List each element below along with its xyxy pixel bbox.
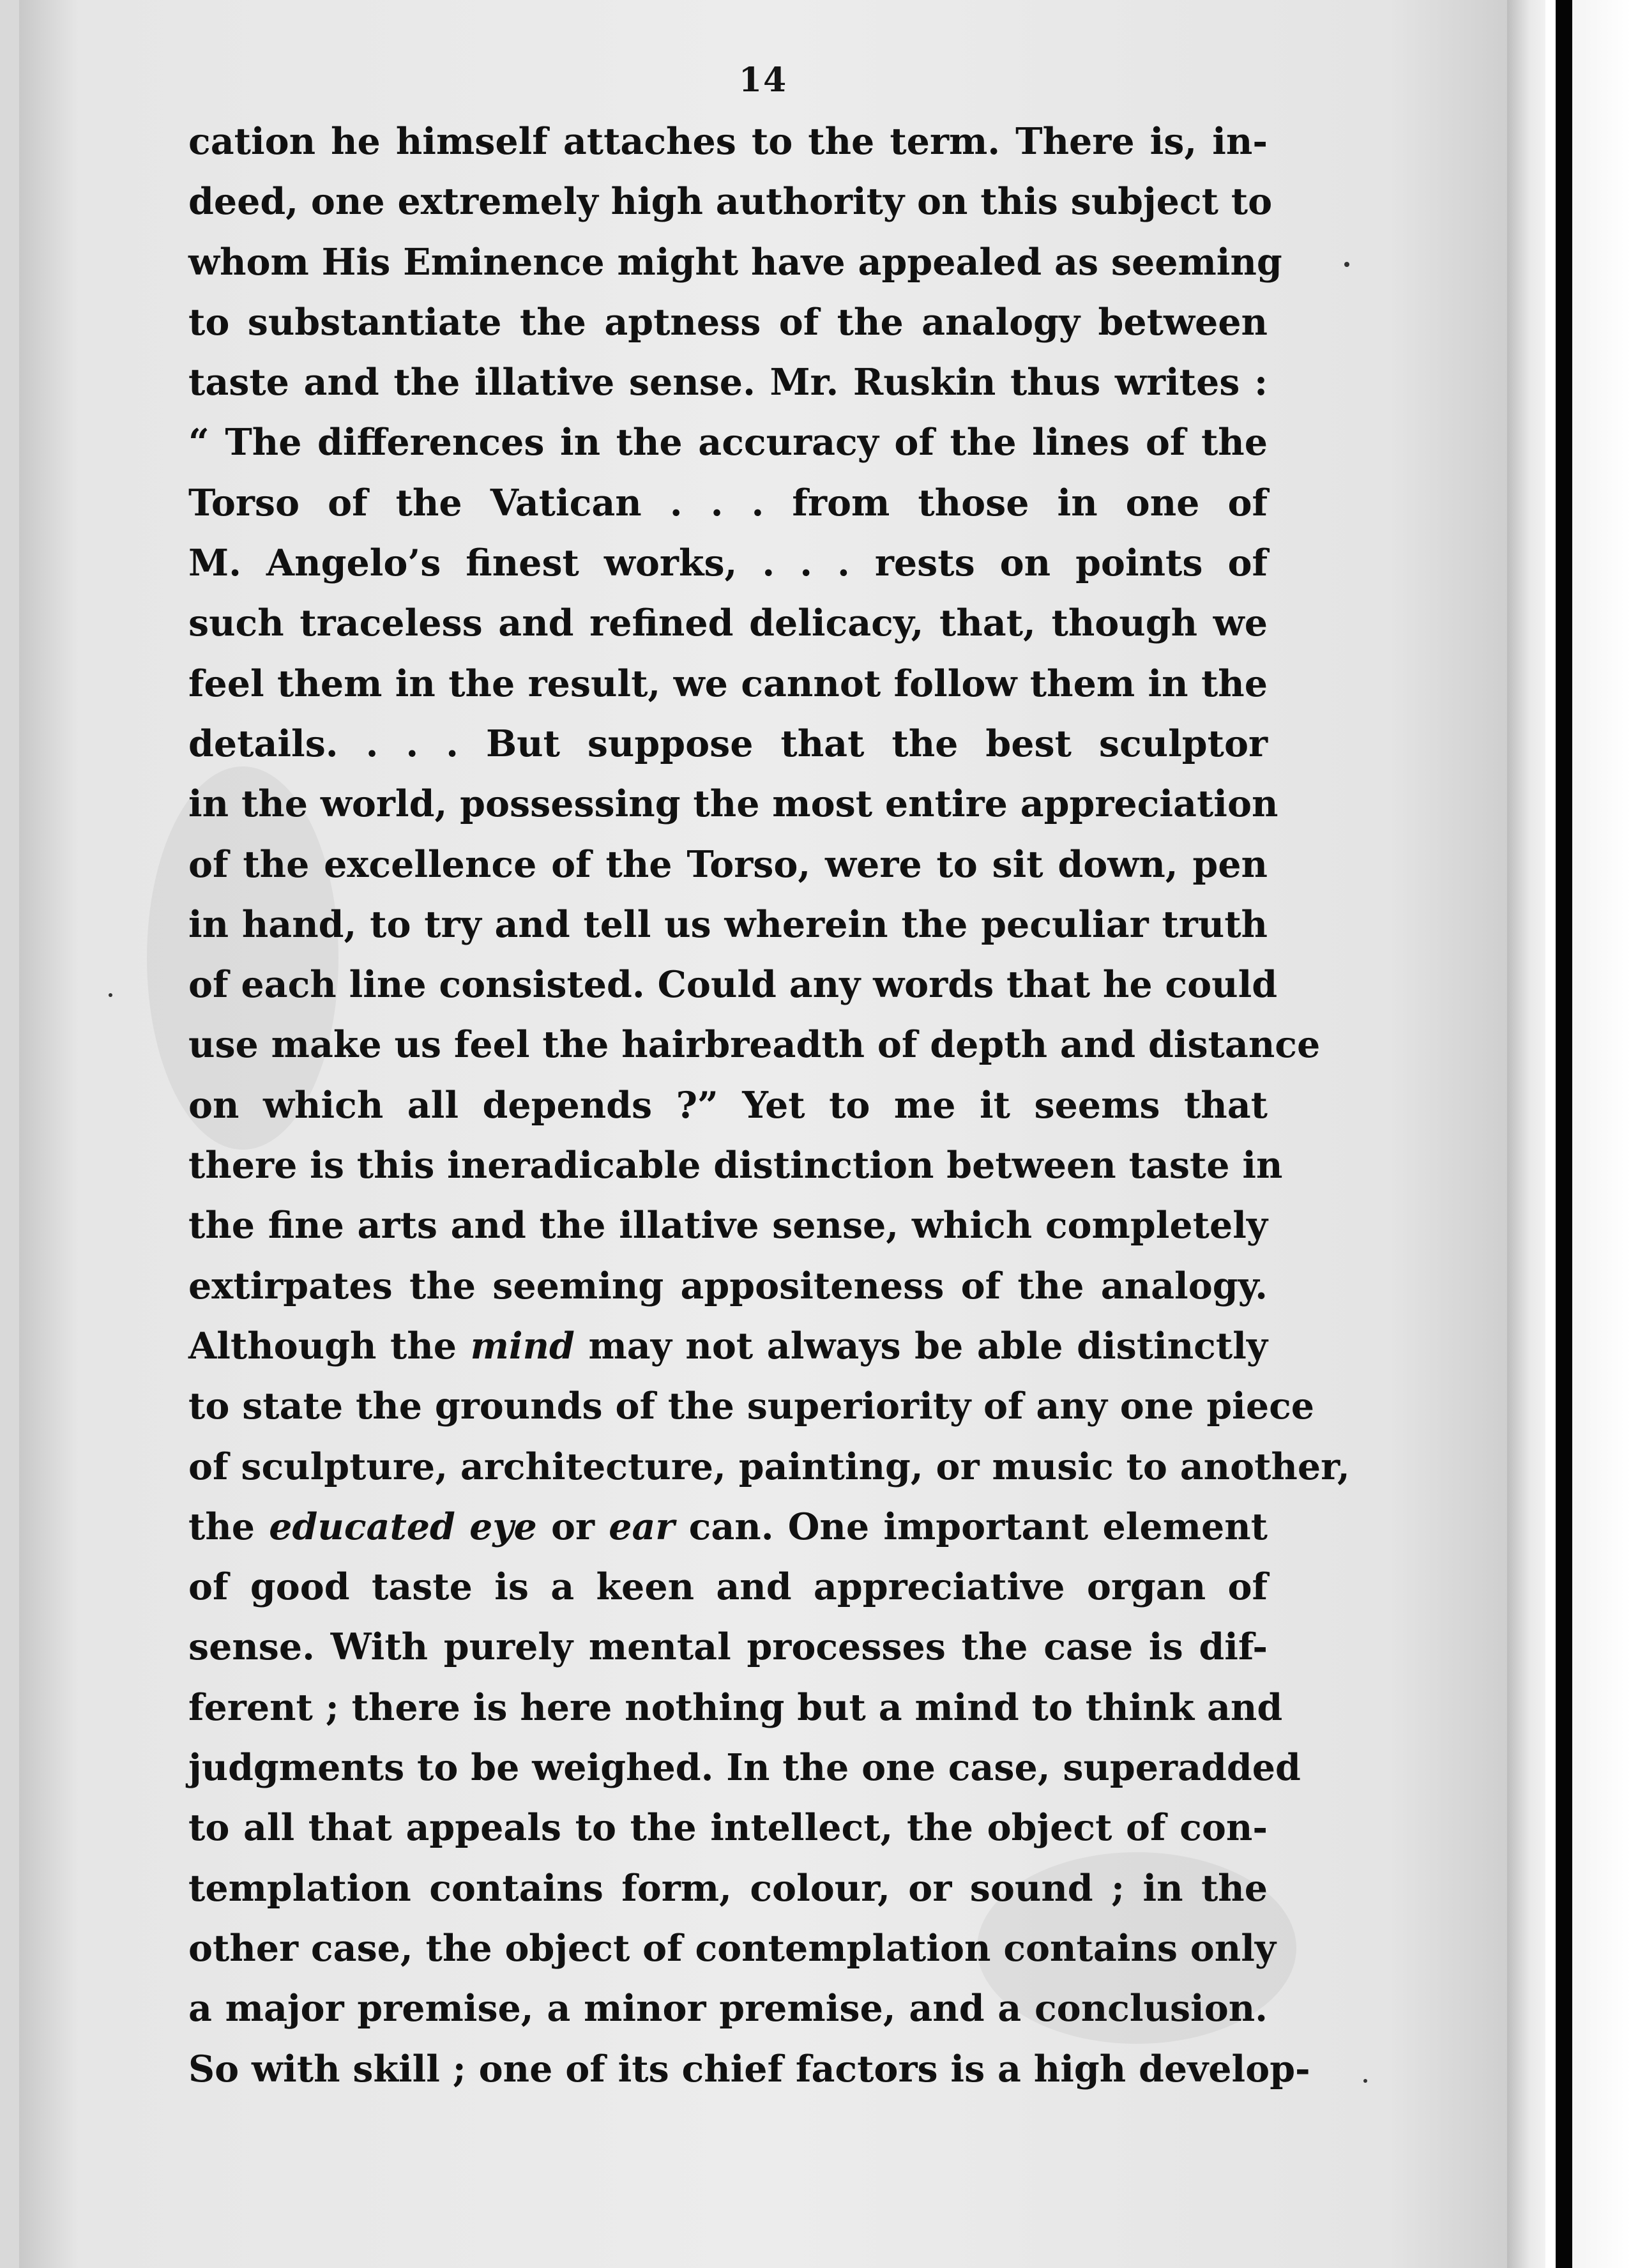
text-line-2: deed, one extremely high authority on this subject to — [188, 180, 1273, 224]
text-line-23: of sculpture, architecture, painting, or music to another, — [188, 1445, 1350, 1488]
text-segment: can. One important element — [674, 1505, 1268, 1548]
text-line-33: So with skill ; one of its chief factors is a high develop- — [188, 2047, 1310, 2090]
page-gutter — [1507, 0, 1545, 2268]
ink-speck — [109, 993, 112, 997]
text-line-24 — [188, 1497, 1268, 1557]
italic-phrase: educated eye — [269, 1505, 537, 1548]
text-line-5: taste and the illative sense. Mr. Ruskin thus writes : — [188, 361, 1268, 404]
text-line-20: extirpates the seeming appositeness of the analogy. — [188, 1264, 1268, 1307]
text-segment: may not always be able distinctly — [574, 1324, 1268, 1367]
text-line-9: such traceless and refined delicacy, that, though we — [188, 602, 1268, 645]
text-line-18: there is this ineradicable distinction between taste in — [188, 1144, 1283, 1187]
text-line-29: to all that appeals to the intellect, the object of con- — [188, 1806, 1268, 1850]
text-segment: Although the — [188, 1324, 471, 1367]
text-line-28: judgments to be weighed. In the one case, superadded — [188, 1746, 1301, 1790]
scan-border-right — [1572, 0, 1631, 2268]
text-line-15: of each line consisted. Could any words that he could — [188, 963, 1278, 1007]
italic-word: ear — [609, 1505, 675, 1548]
body-text — [188, 112, 1350, 2099]
text-line-8: M. Angelo’s finest works, . . . rests on points of — [188, 542, 1268, 585]
binding-line — [1556, 0, 1572, 2268]
ink-speck — [1363, 2079, 1367, 2083]
text-line-17: on which all depends ?” Yet to me it seems that — [188, 1083, 1268, 1127]
text-line-7: Torso of the Vatican . . . from those in one of — [188, 481, 1268, 524]
text-line-32: a major premise, a minor premise, and a conclusion. — [188, 1987, 1268, 2030]
paper-sheet — [19, 0, 1507, 2268]
text-line-13: of the excellence of the Torso, were to sit down, pen — [188, 842, 1268, 886]
text-line-12: in the world, possessing the most entire appreciation — [188, 782, 1278, 826]
text-segment: or — [536, 1505, 609, 1548]
page-number: 14 — [738, 61, 788, 100]
text-line-19: the fine arts and the illative sense, which completely — [188, 1204, 1268, 1247]
text-line-21 — [188, 1316, 1268, 1376]
text-line-1: cation he himself attaches to the term. There is, in- — [188, 120, 1268, 163]
text-line-25: of good taste is a keen and appreciative organ of — [188, 1565, 1268, 1609]
text-line-6: “ The differences in the accuracy of the lines of the — [188, 421, 1268, 464]
text-line-22: to state the grounds of the superiority of any one piece — [188, 1385, 1315, 1428]
text-line-31: other case, the object of contemplation contains only — [188, 1926, 1277, 1970]
text-line-4: to substantiate the aptness of the analogy between — [188, 300, 1268, 344]
text-line-26: sense. With purely mental processes the case is dif- — [188, 1625, 1268, 1669]
text-line-16: use make us feel the hairbreadth of depth and distance — [188, 1023, 1321, 1067]
text-line-14: in hand, to try and tell us wherein the peculiar truth — [188, 902, 1268, 946]
ink-speck — [1344, 262, 1349, 267]
text-line-11: details. . . . But suppose that the best sculptor — [188, 722, 1268, 765]
text-line-10: feel them in the result, we cannot follow them in the — [188, 662, 1268, 705]
text-line-3: whom His Eminence might have appealed as seeming — [188, 240, 1282, 284]
italic-word: mind — [470, 1324, 575, 1367]
text-line-30: templation contains form, colour, or sound ; in the — [188, 1866, 1268, 1910]
text-segment: the — [188, 1505, 269, 1548]
text-line-27: ferent ; there is here nothing but a mind to think and — [188, 1686, 1283, 1729]
